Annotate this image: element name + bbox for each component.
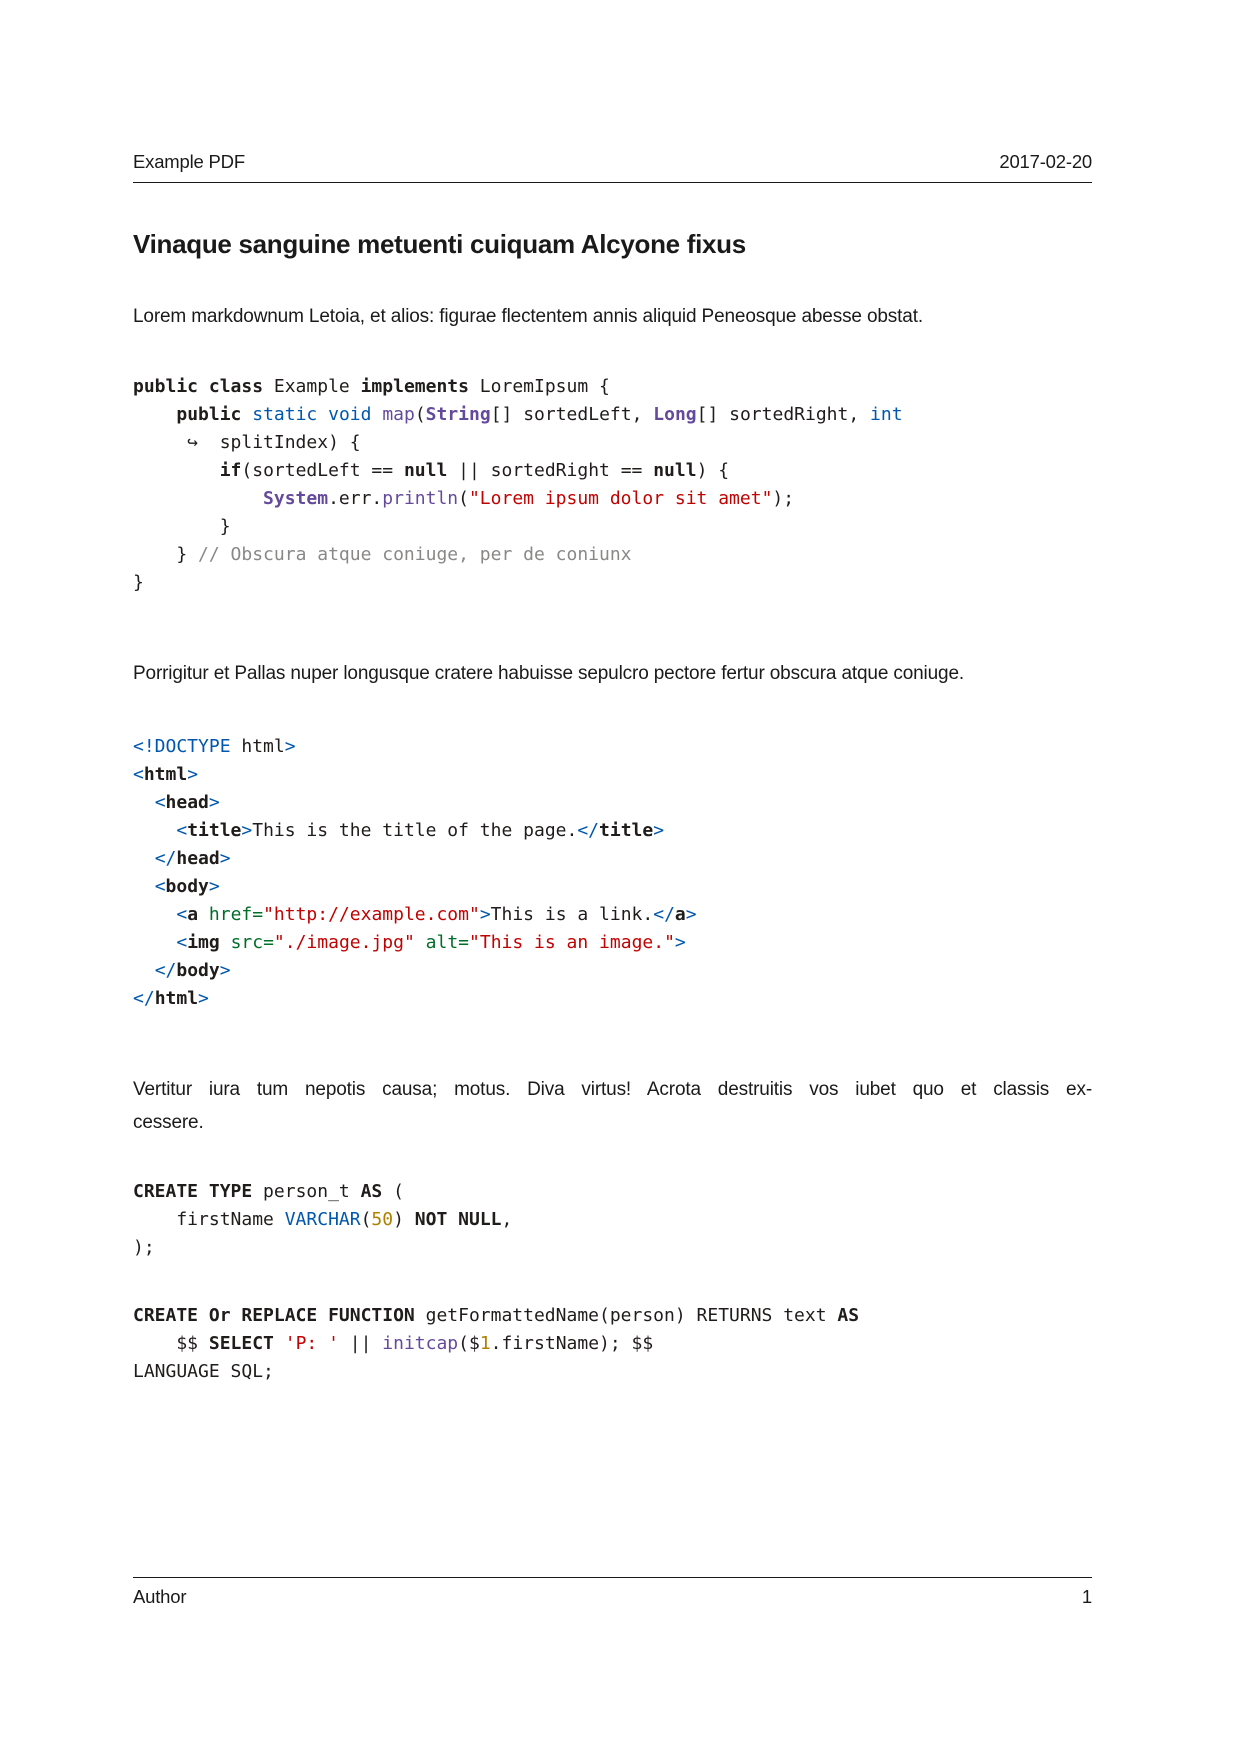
code-token-dt: < bbox=[176, 932, 188, 953]
code-token-dv: 50 bbox=[371, 1209, 394, 1230]
code-token-kw: body bbox=[165, 876, 209, 897]
code-token-fu: initcap bbox=[382, 1333, 459, 1354]
code-line bbox=[133, 929, 1092, 957]
code-token-pl: firstName bbox=[133, 1209, 285, 1230]
code-token-pl bbox=[133, 848, 155, 869]
code-token-pl bbox=[133, 960, 155, 981]
code-block-sql-type bbox=[133, 1178, 1092, 1262]
code-token-pl: ) bbox=[393, 1209, 415, 1230]
code-token-pl: , bbox=[501, 1209, 513, 1230]
code-token-pl bbox=[133, 904, 176, 925]
code-token-fu: println bbox=[382, 488, 459, 509]
code-token-pl: ); bbox=[133, 1237, 155, 1258]
code-line bbox=[133, 485, 1092, 513]
code-token-pl: } bbox=[133, 572, 144, 593]
code-line bbox=[133, 789, 1092, 817]
header-document-name: Example PDF bbox=[133, 151, 245, 172]
code-token-dt: </ bbox=[154, 960, 177, 981]
code-token-dt: < bbox=[154, 792, 166, 813]
code-token-kw: implements bbox=[360, 376, 469, 397]
code-token-kw: SELECT bbox=[208, 1333, 274, 1354]
code-token-dt: </ bbox=[653, 904, 675, 925]
code-token-dt: > bbox=[284, 736, 296, 757]
paragraph-porrigitur: Porrigitur et Pallas nuper longusque cratere habuisse sepulcro pectore fertur obscura atque coniuge. bbox=[133, 663, 965, 684]
code-token-dt: < bbox=[176, 820, 188, 841]
code-line bbox=[133, 569, 1092, 597]
code-token-kw: CREATE Or REPLACE FUNCTION bbox=[133, 1305, 415, 1326]
code-token-pl: ( bbox=[360, 1209, 372, 1230]
code-token-pl bbox=[274, 1333, 285, 1354]
header-date: 2017-02-20 bbox=[999, 151, 1092, 172]
code-token-pl: ) { bbox=[696, 460, 730, 481]
page-content bbox=[133, 0, 1092, 1386]
code-token-dt: > bbox=[219, 848, 231, 869]
page-header bbox=[133, 150, 1092, 183]
code-block-html bbox=[133, 733, 1092, 1013]
code-token-pl: Example bbox=[263, 376, 361, 397]
code-line bbox=[133, 373, 1092, 401]
code-token-co: // Obscura atque coniuge, per de coniunx bbox=[198, 544, 632, 565]
code-token-kw: title bbox=[187, 820, 242, 841]
code-token-dt: > bbox=[208, 876, 220, 897]
code-token-pl bbox=[198, 904, 209, 925]
code-line bbox=[133, 1178, 1092, 1206]
paragraph-vertitur bbox=[133, 1073, 1092, 1139]
code-token-ot: src= bbox=[230, 932, 274, 953]
code-token-pl: LoremIpsum { bbox=[468, 376, 610, 397]
code-token-dt: <!DOCTYPE bbox=[133, 736, 231, 757]
code-token-kw: NOT NULL bbox=[414, 1209, 502, 1230]
code-token-kw: if bbox=[219, 460, 242, 481]
code-token-pl: [] sortedLeft, bbox=[490, 404, 654, 425]
code-token-ot: href= bbox=[208, 904, 264, 925]
code-token-pl: $$ bbox=[133, 1333, 209, 1354]
code-line bbox=[133, 401, 1092, 429]
code-token-pl bbox=[415, 932, 426, 953]
footer-author: Author bbox=[133, 1586, 187, 1607]
code-token-ot: alt= bbox=[425, 932, 470, 953]
code-token-pl: || sortedRight == bbox=[447, 460, 654, 481]
code-token-pl: [] sortedRight, bbox=[696, 404, 871, 425]
code-token-pl: (sortedLeft == bbox=[241, 460, 404, 481]
code-token-pl: This is a link. bbox=[490, 904, 654, 925]
code-token-bu: String bbox=[425, 404, 491, 425]
code-line bbox=[133, 873, 1092, 901]
code-block-sql-function bbox=[133, 1302, 1092, 1386]
code-token-pl: getFormattedName(person) RETURNS text bbox=[414, 1305, 838, 1326]
code-token-pl: } bbox=[133, 516, 231, 537]
code-token-dt: > bbox=[219, 960, 231, 981]
code-token-pl: ( bbox=[414, 404, 426, 425]
code-token-pl: ( bbox=[382, 1181, 404, 1202]
code-token-st: "Lorem ipsum dolor sit amet" bbox=[468, 488, 773, 509]
code-token-st: "http://example.com" bbox=[263, 904, 480, 925]
code-token-kw: title bbox=[599, 820, 654, 841]
code-line bbox=[133, 1330, 1092, 1358]
code-line bbox=[133, 817, 1092, 845]
code-token-kw: head bbox=[176, 848, 220, 869]
code-line bbox=[133, 733, 1092, 761]
code-token-dt: VARCHAR bbox=[284, 1209, 361, 1230]
paragraph-vertitur-line1: Vertitur iura tum nepotis causa; motus. Diva virtus! Acrota destruitis vos iubet quo et classis ex- bbox=[133, 1079, 1092, 1100]
code-token-pl bbox=[133, 820, 176, 841]
code-line bbox=[133, 985, 1092, 1013]
code-line bbox=[133, 901, 1092, 929]
code-token-dt: static bbox=[252, 404, 318, 425]
code-token-kw: body bbox=[176, 960, 220, 981]
code-line bbox=[133, 845, 1092, 873]
code-token-dt: < bbox=[133, 764, 144, 785]
code-token-kw: AS bbox=[360, 1181, 383, 1202]
code-token-kw: null bbox=[403, 460, 448, 481]
code-token-kw: CREATE TYPE bbox=[133, 1181, 253, 1202]
code-token-pl: ( bbox=[458, 488, 469, 509]
code-token-pl: .firstName); $$ bbox=[490, 1333, 654, 1354]
code-token-st: 'P: ' bbox=[284, 1333, 339, 1354]
code-token-kw: head bbox=[165, 792, 209, 813]
code-token-pl bbox=[133, 876, 155, 897]
code-token-kw: a bbox=[187, 904, 199, 925]
footer-page-number: 1 bbox=[1081, 1586, 1092, 1607]
code-token-dt: </ bbox=[577, 820, 600, 841]
code-token-pl bbox=[133, 792, 155, 813]
code-token-pl: html bbox=[230, 736, 285, 757]
code-token-kw: public class bbox=[133, 376, 264, 397]
code-token-kw: AS bbox=[837, 1305, 860, 1326]
code-token-dt: </ bbox=[133, 988, 155, 1009]
code-token-pl bbox=[133, 932, 176, 953]
code-token-pl bbox=[220, 932, 231, 953]
code-line bbox=[133, 541, 1092, 569]
code-token-pl: ($ bbox=[458, 1333, 480, 1354]
document-title: Vinaque sanguine metuenti cuiquam Alcyone fixus bbox=[133, 229, 746, 259]
code-token-dt: < bbox=[154, 876, 166, 897]
code-line bbox=[133, 429, 1092, 457]
code-token-dv: 1 bbox=[479, 1333, 491, 1354]
code-token-pl bbox=[371, 404, 382, 425]
code-line bbox=[133, 761, 1092, 789]
code-token-dt: </ bbox=[154, 848, 177, 869]
code-token-dt: > bbox=[653, 820, 665, 841]
code-token-pl: } bbox=[133, 544, 199, 565]
code-token-kw: public bbox=[176, 404, 242, 425]
code-block-java bbox=[133, 373, 1092, 597]
code-token-kw: img bbox=[187, 932, 220, 953]
code-token-pl: LANGUAGE SQL; bbox=[133, 1361, 274, 1382]
code-token-dt: > bbox=[241, 820, 253, 841]
code-token-fu: map bbox=[382, 404, 415, 425]
code-token-st: "./image.jpg" bbox=[273, 932, 415, 953]
code-token-bu: System bbox=[263, 488, 329, 509]
code-token-dt: > bbox=[685, 904, 697, 925]
code-token-kw: html bbox=[143, 764, 188, 785]
code-token-pl: || bbox=[338, 1333, 383, 1354]
code-line bbox=[133, 1358, 1092, 1386]
code-token-dt: > bbox=[674, 932, 686, 953]
code-token-pl: This is the title of the page. bbox=[252, 820, 578, 841]
code-token-pl bbox=[241, 404, 252, 425]
code-line bbox=[133, 1234, 1092, 1262]
page-footer bbox=[133, 1577, 1092, 1609]
code-line bbox=[133, 1206, 1092, 1234]
code-token-dt: > bbox=[187, 764, 199, 785]
code-line bbox=[133, 513, 1092, 541]
code-token-pl bbox=[317, 404, 328, 425]
code-token-pl: person_t bbox=[252, 1181, 361, 1202]
code-token-dt: > bbox=[479, 904, 491, 925]
code-token-pl bbox=[133, 488, 263, 509]
code-token-kw: null bbox=[653, 460, 697, 481]
paragraph-vertitur-line2: cessere. bbox=[133, 1112, 204, 1133]
code-token-pl: ↪ splitIndex) { bbox=[133, 432, 361, 453]
code-token-dt: > bbox=[198, 988, 209, 1009]
code-token-dt: < bbox=[176, 904, 188, 925]
paragraph-lorem: Lorem markdownum Letoia, et alios: figurae flectentem annis aliquid Peneosque abesse obstat. bbox=[133, 306, 923, 327]
code-token-pl: ); bbox=[772, 488, 795, 509]
code-token-dt: int bbox=[870, 404, 903, 425]
code-token-bu: Long bbox=[653, 404, 697, 425]
code-token-kw: html bbox=[154, 988, 199, 1009]
code-token-pl: .err. bbox=[328, 488, 383, 509]
code-token-st: "This is an image." bbox=[469, 932, 675, 953]
code-token-pl bbox=[133, 404, 176, 425]
code-token-kw: a bbox=[674, 904, 686, 925]
code-line bbox=[133, 1302, 1092, 1330]
code-line bbox=[133, 457, 1092, 485]
code-line bbox=[133, 957, 1092, 985]
code-token-dt: > bbox=[208, 792, 220, 813]
code-token-dt: void bbox=[328, 404, 372, 425]
code-token-pl bbox=[133, 460, 220, 481]
